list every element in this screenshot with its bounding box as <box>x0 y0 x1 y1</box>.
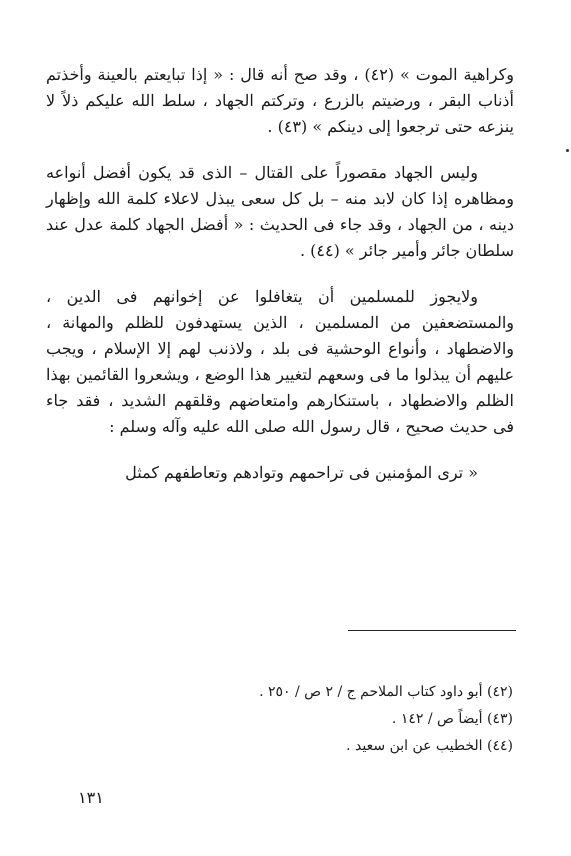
paragraph-4: « ترى المؤمنين فى تراحمهم وتوادهم وتعاطفهم كمثل <box>125 463 478 482</box>
page-number: ١٣١ <box>78 788 104 807</box>
footnote-42: (٤٢) أبو داود كتاب الملاحم ج / ٢ ص / ٢٥٠ . <box>259 684 513 700</box>
footnote-44: (٤٤) الخطيب عن ابن سعيد . <box>346 738 513 754</box>
paragraph-1: وكراهية الموت » (٤٢) ، وقد صح أنه قال : « إذا تبايعتم بالعينة وأخذتم أذناب البقر ، ورضيتم بالزرع ، وتركتم الجهاد ، سلط الله عليكم ذلاً لا ينزعه حتى ترجعوا إلى دينكم » (٤٣) . <box>46 65 514 136</box>
main-text <box>46 62 514 506</box>
scan-speck <box>566 149 569 152</box>
footnote-separator <box>348 630 516 631</box>
paragraph-3: ولايجوز للمسلمين أن يتغافلوا عن إخوانهم فى الدين ، والمستضعفين من المسلمين ، الذين يستهدفون للظلم والمهانة ، والاضطهاد ، وأنواع الوحشية فى بلد ، ولاذنب لهم إلا الإسلام ، ويجب عليهم أن يبذلوا ما فى وسعهم لتغيير هذا الوضع ، ويشعروا القائمين بهذا الظلم والاضطهاد ، باستنكارهم وامتعاضهم وقلقهم الشديد ، فقد جاء فى حديث صحيح ، قال رسول الله صلى الله عليه وآله وسلم : <box>46 287 514 436</box>
footnote-43: (٤٣) أيضاً ص / ١٤٢ . <box>391 711 513 727</box>
footnotes <box>93 679 513 760</box>
paragraph-2: وليس الجهاد مقصوراً على القتال – الذى قد يكون أفضل أنواعه ومظاهره إذا كان لابد منه – بل كل سعى يبذل لاعلاء كلمة الله وإظهار دينه ، من الجهاد ، وقد جاء فى الحديث : « أفضل الجهاد كلمة عدل عند سلطان جائر وأمير جائر » (٤٤) . <box>46 163 514 260</box>
